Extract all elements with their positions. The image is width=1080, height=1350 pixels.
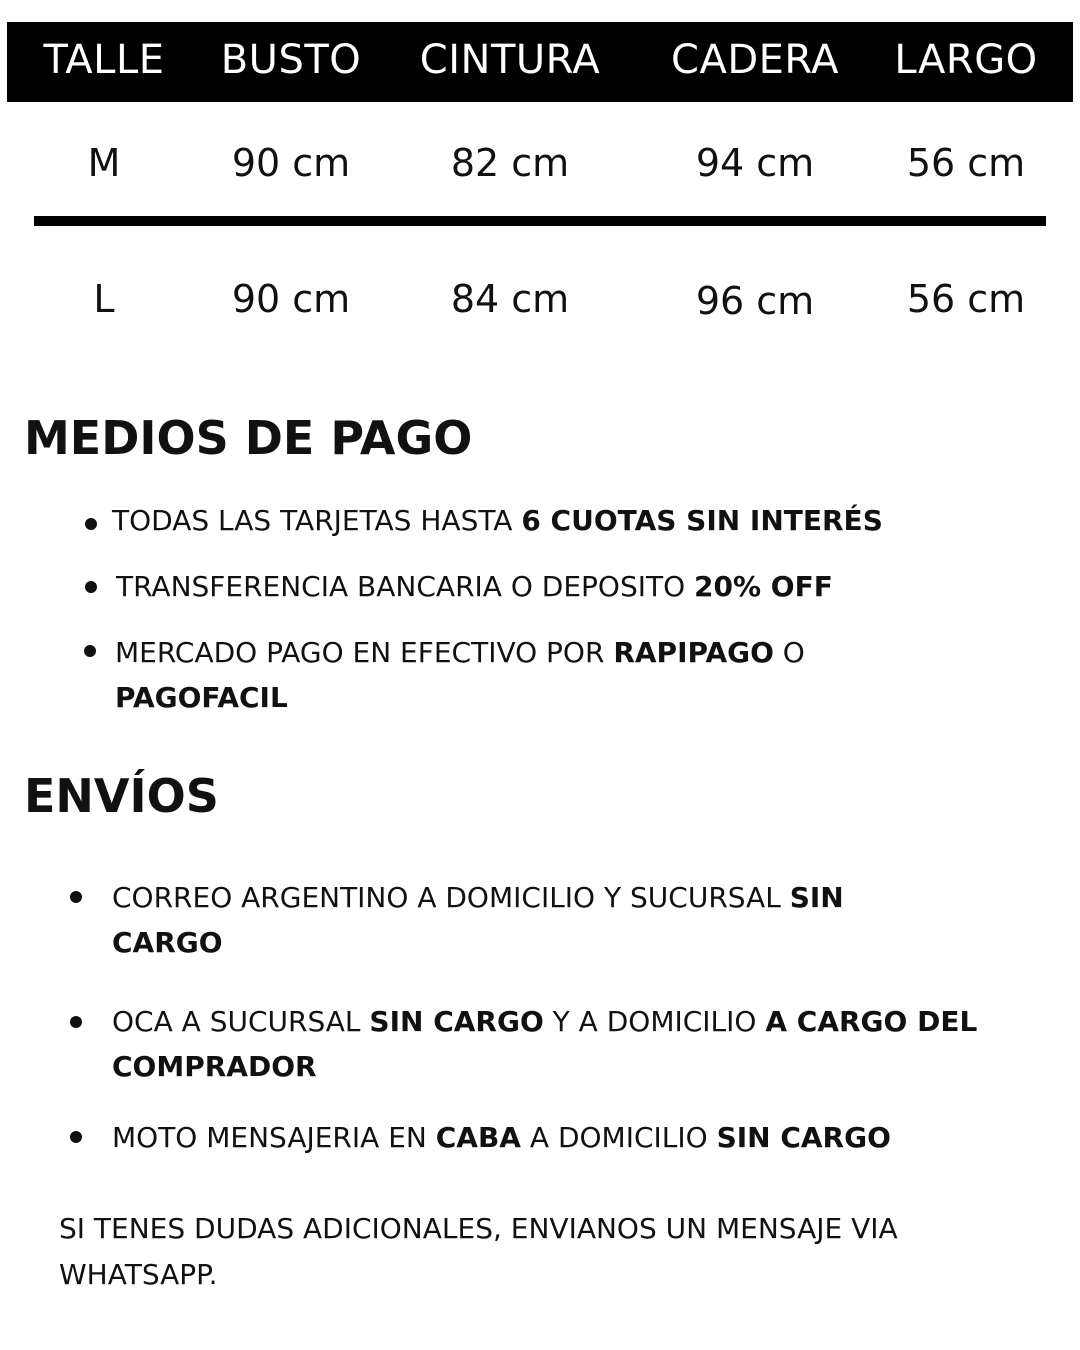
shipping-item-text — [112, 1121, 891, 1154]
bold-text-segment: CABA — [435, 1121, 521, 1154]
cell-cintura: 84 cm — [450, 277, 570, 321]
row-divider — [34, 216, 1046, 226]
bold-text-segment: SIN CARGO — [112, 881, 844, 959]
bold-text-segment: RAPIPAGO — [613, 636, 774, 669]
footer-note: SI TENES DUDAS ADICIONALES, ENVIANOS UN MENSAJE VIA WHATSAPP. — [59, 1212, 898, 1291]
cell-largo: 56 cm — [906, 277, 1026, 321]
text-segment: CORREO ARGENTINO A DOMICILIO Y SUCURSAL — [112, 881, 790, 914]
text-segment: MERCADO PAGO EN EFECTIVO POR — [115, 636, 614, 669]
bullet-dot-icon — [70, 891, 82, 903]
cell-busto: 90 cm — [231, 141, 351, 185]
shipping-item — [112, 875, 932, 965]
text-segment: O — [773, 636, 805, 669]
bold-text-segment: SIN CARGO — [716, 1121, 891, 1154]
text-segment: MOTO MENSAJERIA EN — [112, 1121, 436, 1154]
bullet-dot-icon — [70, 1131, 82, 1143]
header-talle: TALLE — [43, 37, 165, 83]
header-cintura: CINTURA — [419, 37, 601, 83]
bullet-dot-icon — [70, 1016, 82, 1028]
header-cadera: CADERA — [671, 37, 839, 83]
bold-text-segment: SIN CARGO — [369, 1005, 544, 1038]
text-segment: A DOMICILIO — [520, 1121, 717, 1154]
cell-largo: 56 cm — [906, 141, 1026, 185]
cell-talle: M — [87, 141, 121, 185]
payment-heading: MEDIOS DE PAGO — [24, 411, 473, 465]
bullet-dot-icon — [84, 645, 96, 657]
payment-item — [112, 498, 1062, 543]
payment-item — [115, 630, 960, 720]
bold-text-segment: A CARGO DEL COMPRADOR — [112, 1005, 978, 1083]
payment-item — [116, 564, 1066, 609]
bold-text-segment: 20% OFF — [694, 570, 833, 603]
shipping-item — [112, 999, 1052, 1089]
shipping-item-text — [112, 1005, 977, 1083]
bold-text-segment: 6 CUOTAS SIN INTERÉS — [521, 504, 883, 537]
payment-item-text — [116, 570, 833, 603]
text-segment: TRANSFERENCIA BANCARIA O DEPOSITO — [116, 570, 695, 603]
payment-item-text — [115, 636, 805, 714]
shipping-item — [112, 1115, 1062, 1160]
bullet-dot-icon — [85, 518, 97, 530]
cell-busto: 90 cm — [231, 277, 351, 321]
cell-cintura: 82 cm — [450, 141, 570, 185]
cell-talle: L — [93, 277, 115, 321]
bold-text-segment: PAGOFACIL — [115, 681, 288, 714]
text-segment: Y A DOMICILIO — [543, 1005, 766, 1038]
cell-cadera: 96 cm — [695, 279, 815, 323]
header-largo: LARGO — [894, 37, 1038, 83]
payment-item-text — [112, 504, 883, 537]
cell-cadera: 94 cm — [695, 141, 815, 185]
text-segment: TODAS LAS TARJETAS HASTA — [112, 504, 522, 537]
shipping-heading: ENVÍOS — [24, 769, 219, 823]
shipping-item-text — [112, 881, 844, 959]
bullet-dot-icon — [85, 581, 97, 593]
header-busto: BUSTO — [220, 37, 362, 83]
text-segment: OCA A SUCURSAL — [112, 1005, 370, 1038]
